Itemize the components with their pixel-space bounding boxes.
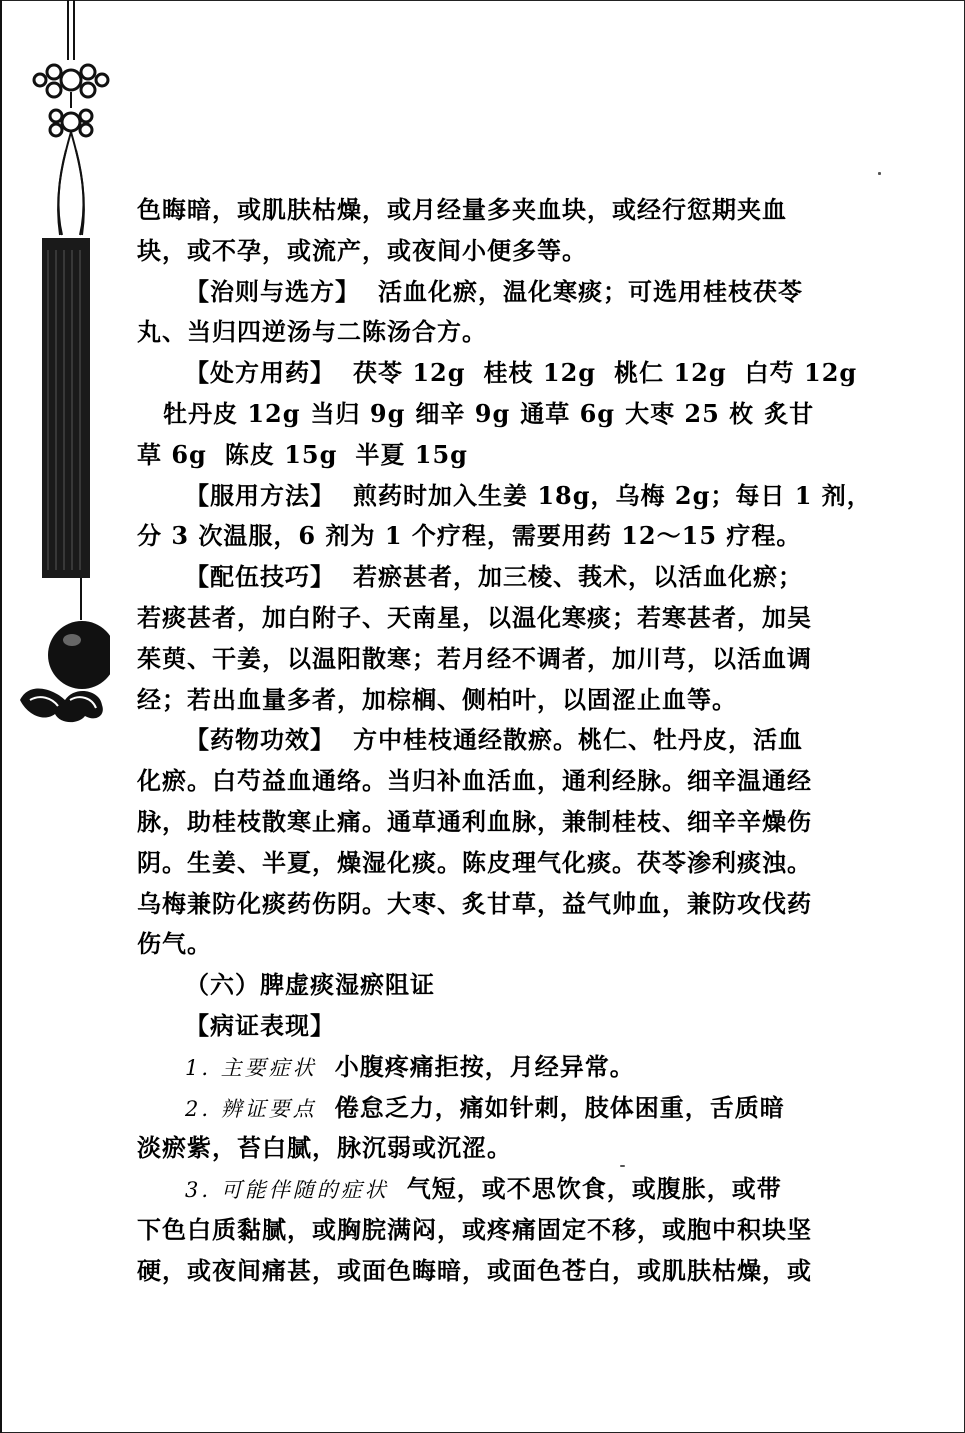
text-line: 若痰甚者，加白附子、天南星，以温化寒痰；若寒甚者，加吴 bbox=[137, 602, 812, 632]
text-run: 方中桂枝通经散瘀。桃仁、牡丹皮，活血 bbox=[353, 725, 803, 755]
text-line: 阴。生姜、半夏，燥湿化痰。陈皮理气化痰。茯苓渗利痰浊。 bbox=[137, 847, 812, 877]
text-line: 块，或不孕，或流产，或夜间小便多等。 bbox=[137, 235, 587, 265]
text-run: 气短，或不思饮食，或腹胀，或带 bbox=[406, 1174, 782, 1204]
text-run: 煎药时加入生姜 18g，乌梅 2g；每日 1 剂， bbox=[353, 480, 872, 510]
text-line: 经；若出血量多者，加棕榈、侧柏叶，以固涩止血等。 bbox=[137, 684, 737, 714]
section-heading: （六）脾虚痰湿瘀阻证 bbox=[185, 970, 435, 1000]
tassel-ornament-icon bbox=[10, 0, 110, 730]
text-line: 硬，或夜间痛甚，或面色晦暗，或面色苍白，或肌肤枯燥，或 bbox=[137, 1255, 812, 1285]
prescription-line bbox=[137, 353, 857, 394]
prescription-line bbox=[137, 394, 857, 435]
herb-item: 白芍 12g bbox=[744, 358, 858, 388]
text-run: 活血化瘀，温化寒痰；可选用桂枝茯苓 bbox=[378, 276, 803, 306]
body-text bbox=[137, 190, 872, 1292]
text-line: 淡瘀紫，苔白腻，脉沉弱或沉涩。 bbox=[137, 1133, 512, 1163]
section-label: 【治则与选方】 bbox=[185, 276, 360, 306]
text-line: 脉，助桂枝散寒止痛。通草通利血脉，兼制桂枝、细辛辛燥伤 bbox=[137, 806, 812, 836]
herb-item: 桃仁 12g bbox=[614, 358, 727, 388]
compatibility-line bbox=[137, 557, 857, 598]
herb-item: 陈皮 15g bbox=[224, 439, 338, 469]
usage-line bbox=[137, 476, 872, 517]
text-line: 下色白质黏腻，或胸脘满闷，或疼痛固定不移，或胞中积块坚 bbox=[137, 1214, 812, 1244]
section-label: 【处方用药】 bbox=[185, 358, 335, 388]
text-line: 伤气。 bbox=[137, 929, 212, 959]
text-run: 若瘀甚者，加三棱、莪术，以活血化瘀； bbox=[353, 562, 803, 592]
text-line: 分 3 次温服，6 剂为 1 个疗程，需要用药 12～15 疗程。 bbox=[137, 521, 802, 551]
herb-item: 细辛 9g bbox=[415, 398, 511, 428]
herb-item: 半夏 15g bbox=[355, 439, 468, 469]
text-line: 乌梅兼防化痰药伤阴。大枣、炙甘草，益气帅血，兼防攻伐药 bbox=[137, 888, 812, 918]
prescription-line bbox=[137, 435, 857, 476]
item-label: 2. 辨证要点 bbox=[185, 1096, 317, 1121]
diagnosis-line bbox=[137, 1088, 857, 1129]
section-label: 【病证表现】 bbox=[185, 1010, 335, 1040]
efficacy-line bbox=[137, 720, 857, 761]
herb-item: 当归 9g bbox=[310, 398, 406, 428]
item-label: 1. 主要症状 bbox=[185, 1055, 317, 1080]
section-label: 【配伍技巧】 bbox=[185, 562, 335, 592]
text-run: 小腹疼痛拒按，月经异常。 bbox=[334, 1051, 635, 1081]
herb-item: 牡丹皮 12g bbox=[163, 398, 301, 428]
text-run: 倦怠乏力，痛如针刺，肢体困重，舌质暗 bbox=[334, 1092, 785, 1122]
text-line: 茱萸、干姜，以温阳散寒；若月经不调者，加川芎，以活血调 bbox=[137, 643, 812, 673]
accompanying-line bbox=[137, 1169, 857, 1210]
page-edge bbox=[0, 0, 2, 1433]
symptom-line bbox=[137, 1047, 857, 1088]
scan-speck bbox=[878, 172, 881, 175]
herb-item: 通草 6g bbox=[520, 398, 616, 428]
herb-item: 炙甘 bbox=[764, 398, 815, 428]
text-line: 丸、当归四逆汤与二陈汤合方。 bbox=[137, 317, 487, 347]
text-line: 化瘀。白芍益血通络。当归补血活血，通利经脉。细辛温通经 bbox=[137, 766, 812, 796]
section-label: 【药物功效】 bbox=[185, 725, 335, 755]
section-label: 【服用方法】 bbox=[185, 480, 335, 510]
item-label: 3. 可能伴随的症状 bbox=[185, 1178, 389, 1203]
treatment-principle-line bbox=[137, 272, 857, 313]
herb-item: 草 6g bbox=[137, 439, 207, 469]
herb-item: 桂枝 12g bbox=[483, 358, 597, 388]
herb-item: 茯苓 12g bbox=[353, 358, 466, 388]
text-line: 色晦暗，或肌肤枯燥，或月经量多夹血块，或经行愆期夹血 bbox=[137, 195, 787, 224]
herb-item: 大枣 25 枚 bbox=[625, 398, 755, 428]
